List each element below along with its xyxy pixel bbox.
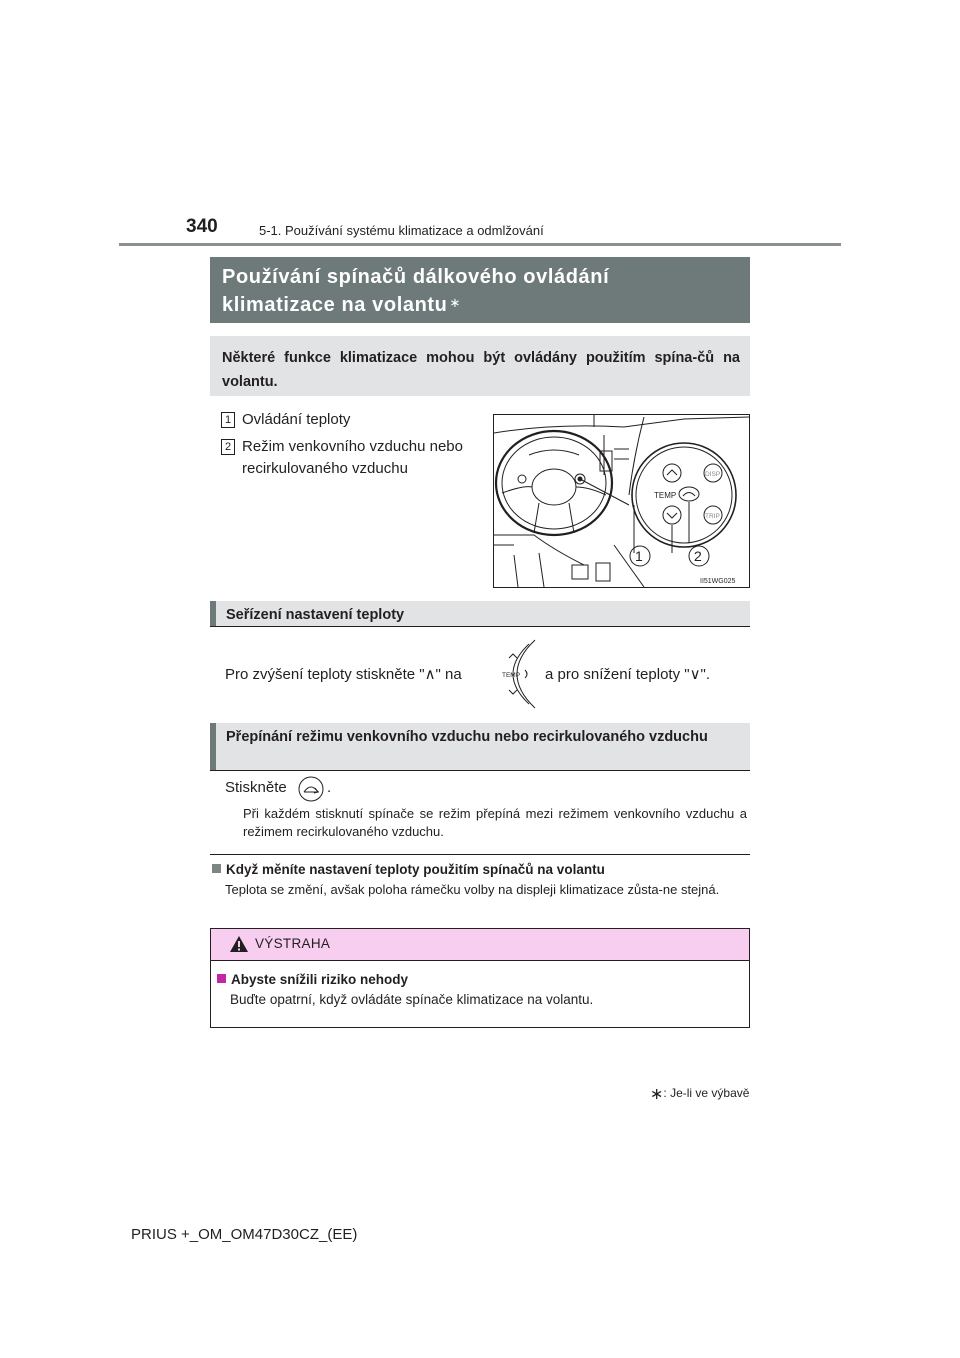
warning-label: VÝSTRAHA — [255, 936, 331, 951]
item-badge-2: 2 — [221, 439, 235, 455]
page-title-line2: klimatizace na volantu — [222, 294, 448, 316]
warning-bullet — [217, 974, 226, 983]
divider-rule — [210, 854, 750, 855]
air-note: Při každém stisknutí spínače se režim přepíná mezi režimem venkovního vzduchu a režimem recirkulovaného vzduchu. — [243, 806, 747, 839]
item-text-2a: Režim venkovního vzduchu nebo — [242, 438, 463, 455]
steering-wheel-figure — [493, 414, 750, 588]
info-title: Když měníte nastavení teploty použitím spínačů na volantu — [226, 862, 605, 877]
warning-header — [211, 929, 749, 961]
figure-callout-1: 1 — [635, 548, 643, 564]
item-badge-1: 1 — [221, 412, 235, 428]
header-rule — [119, 243, 841, 246]
steering-wheel-illustration — [494, 415, 749, 587]
warning-heading: Abyste snížili riziko nehody — [231, 972, 409, 987]
temp-text-before: Pro zvýšení teploty stiskněte "∧" na — [225, 666, 462, 683]
temp-switch-icon — [495, 638, 543, 710]
intro-box: Některé funkce klimatizace mohou být ovládány použitím spína-čů na volantu. — [210, 336, 750, 396]
breadcrumb: 5-1. Používání systému klimatizace a odmlžování — [259, 223, 544, 238]
warning-icon — [229, 935, 249, 953]
section-air-header — [210, 723, 750, 771]
info-title-row — [212, 862, 605, 877]
page-title-line2-wrap — [222, 291, 740, 319]
press-end: . — [327, 779, 332, 796]
figure-callout-2: 2 — [694, 548, 702, 564]
figure-temp-label: TEMP — [654, 491, 677, 500]
page-title-line1: Používání spínačů dálkového ovládání — [222, 266, 610, 288]
page-number: 340 — [186, 216, 218, 237]
press-text: Stiskněte — [225, 779, 287, 796]
warning-box — [210, 928, 750, 1028]
item-text-2b: recirkulovaného vzduchu — [242, 460, 408, 477]
footnote — [650, 1084, 749, 1104]
page-title — [210, 257, 750, 323]
figure-trip-label: TRIP — [705, 513, 720, 520]
section-edge — [210, 723, 216, 770]
figure-code: II51WG025 — [700, 578, 736, 585]
section-edge — [210, 601, 216, 626]
info-bullet — [212, 864, 221, 873]
section-temp-header — [210, 601, 750, 627]
footnote-asterisk: ∗ — [650, 1086, 664, 1103]
temp-switch-svg — [495, 638, 543, 710]
recirculation-icon — [298, 776, 324, 802]
warning-heading-row — [217, 972, 408, 987]
warning-body: Buďte opatrní, když ovládáte spínače klimatizace na volantu. — [230, 992, 594, 1007]
figure-disp-label: DISP — [705, 471, 721, 478]
temp-switch-label: TEMP — [502, 672, 521, 679]
footnote-text: : Je-li ve výbavě — [663, 1086, 750, 1100]
temp-text-after: a pro snížení teploty "∨". — [545, 666, 711, 683]
item-text-1: Ovládání teploty — [242, 411, 351, 428]
info-body: Teplota se změní, avšak poloha rámečku volby na displeji klimatizace zůsta-ne stejná. — [225, 882, 720, 897]
footer-code: PRIUS +_OM_OM47D30CZ_(EE) — [131, 1226, 358, 1243]
section-temp-title: Seřízení nastavení teploty — [226, 607, 405, 623]
recirculation-icon-svg — [298, 776, 324, 802]
section-air-title: Přepínání režimu venkovního vzduchu nebo recirkulovaného vzduchu — [226, 729, 708, 745]
asterisk-mark: ∗ — [449, 295, 461, 310]
